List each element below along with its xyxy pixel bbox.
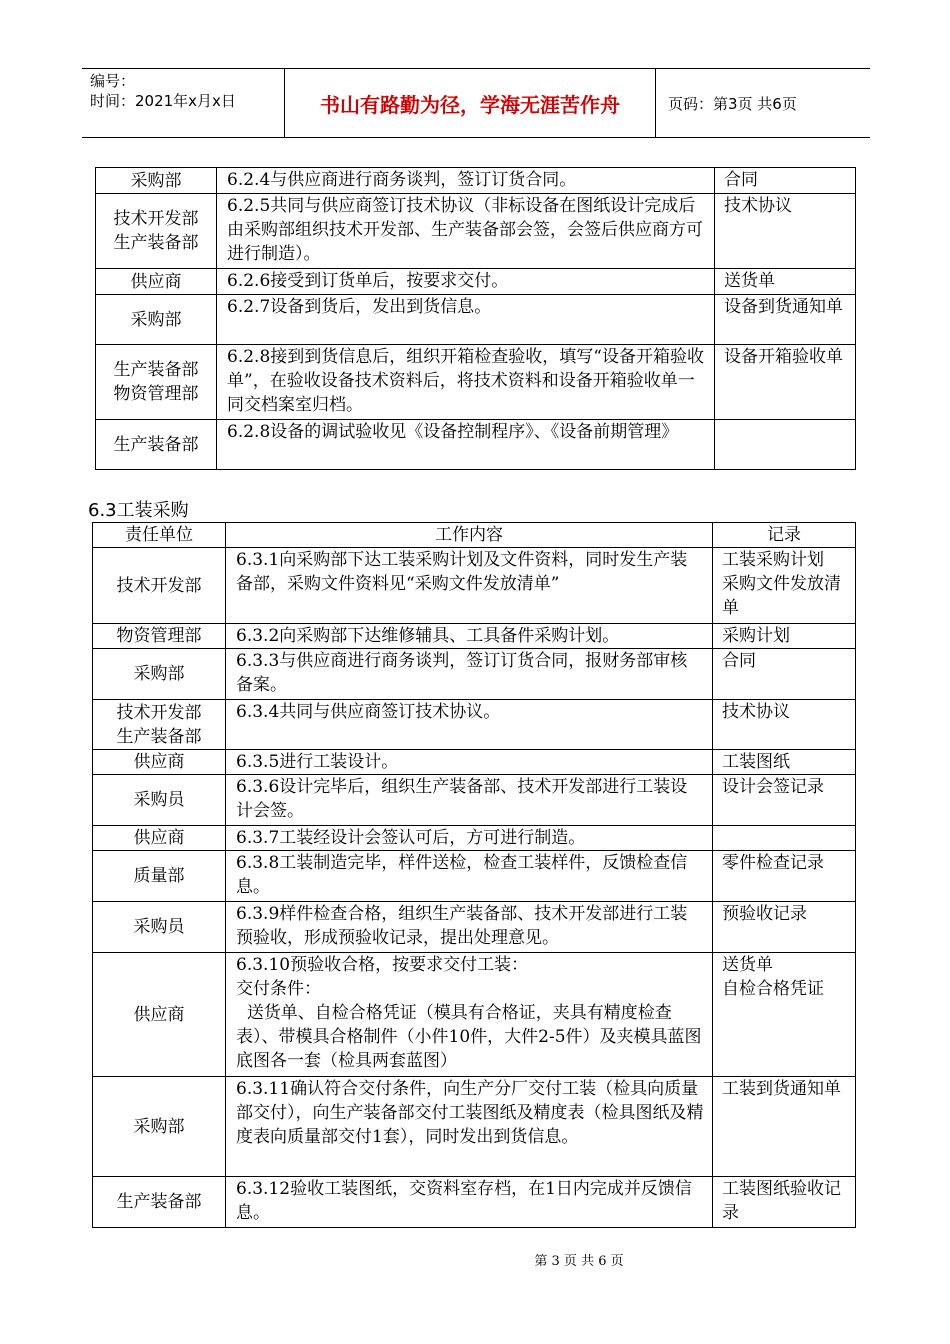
header-meta <box>82 69 282 137</box>
table-row <box>93 750 856 775</box>
content-cell: 6.3.12验收工装图纸，交资料室存档，在1日内完成并反馈信息。 <box>226 1177 713 1228</box>
record-cell: 工装到货通知单 <box>713 1077 856 1177</box>
content-cell: 6.3.9样件检查合格，组织生产装备部、技术开发部进行工装预验收，形成预验收记录，提出处理意见。 <box>226 902 713 953</box>
record-cell: 技术协议 <box>715 194 856 269</box>
record-cell <box>713 548 856 624</box>
record-cell: 预验收记录 <box>713 902 856 953</box>
section-title: 6.3工装采购 <box>88 500 189 521</box>
unit-cell <box>93 700 226 750</box>
record-cell: 工装图纸 <box>713 750 856 775</box>
table-row <box>93 700 856 750</box>
unit-cell: 采购部 <box>96 295 217 345</box>
table-row <box>93 953 856 1077</box>
unit-cell <box>96 345 217 420</box>
equipment-procurement-table <box>95 167 856 470</box>
record-cell <box>713 953 856 1077</box>
unit-cell: 采购部 <box>93 649 226 700</box>
table-row <box>96 420 856 470</box>
content-cell: 6.2.5共同与供应商签订技术协议（非标设备在图纸设计完成后由采购部组织技术开发部、生产装备部会签，会签后供应商方可进行制造）。 <box>217 194 715 269</box>
content-cell: 6.3.5进行工装设计。 <box>226 750 713 775</box>
header-motto: 书山有路勤为径，学海无涯苦作舟 <box>284 69 656 137</box>
column-header-record: 记录 <box>713 523 856 548</box>
record-cell: 合同 <box>715 168 856 194</box>
unit-cell: 技术开发部 <box>93 548 226 624</box>
table-row <box>93 624 856 649</box>
record-cell <box>715 420 856 470</box>
record-cell: 设备到货通知单 <box>715 295 856 345</box>
unit-text: 生产装备部 物资管理部 <box>113 360 199 404</box>
unit-cell: 生产装备部 <box>96 420 217 470</box>
unit-cell <box>96 194 217 269</box>
tooling-procurement-table <box>92 522 856 1228</box>
content-cell: 6.3.7工装经设计会签认可后，方可进行制造。 <box>226 826 713 851</box>
unit-cell: 采购员 <box>93 902 226 953</box>
record-cell <box>713 826 856 851</box>
table-row <box>96 269 856 295</box>
content-cell: 6.2.8接到到货信息后，组织开箱检查验收，填写“设备开箱验收单”，在验收设备技术资料后，将技术资料和设备开箱验收单一同交档案室归档。 <box>217 345 715 420</box>
content-cell <box>226 953 713 1077</box>
record-text: 送货单 自检合格凭证 <box>722 955 824 999</box>
content-cell: 6.2.7设备到货后，发出到货信息。 <box>217 295 715 345</box>
page-footer <box>0 1250 950 1269</box>
unit-cell: 质量部 <box>93 851 226 902</box>
document-time-label: 时间：2021年x月x日 <box>90 92 236 110</box>
content-cell: 6.3.4共同与供应商签订技术协议。 <box>226 700 713 750</box>
content-cell: 6.3.3与供应商进行商务谈判，签订订货合同，报财务部审核备案。 <box>226 649 713 700</box>
table-row <box>93 851 856 902</box>
content-cell: 6.3.11确认符合交付条件，向生产分厂交付工装（检具向质量部交付），向生产装备部交付工装图纸及精度表（检具图纸及精度表向质量部交付1套），同时发出到货信息。 <box>226 1077 713 1177</box>
table-row <box>96 295 856 345</box>
table-row <box>96 194 856 269</box>
record-cell: 工装图纸验收记录 <box>713 1177 856 1228</box>
record-text: 工装采购计划 采购文件发放清单 <box>722 550 841 618</box>
table-row <box>93 1177 856 1228</box>
document-number-label: 编号： <box>90 72 136 90</box>
table-header-row <box>93 523 856 548</box>
table-row <box>96 168 856 194</box>
content-cell: 6.2.6接受到订货单后，按要求交付。 <box>217 269 715 295</box>
record-cell: 零件检查记录 <box>713 851 856 902</box>
unit-cell: 采购部 <box>93 1077 226 1177</box>
content-cell: 6.3.6设计完毕后，组织生产装备部、技术开发部进行工装设计会签。 <box>226 775 713 826</box>
content-cell: 6.3.8工装制造完毕，样件送检，检查工装样件，反馈检查信息。 <box>226 851 713 902</box>
record-cell: 技术协议 <box>713 700 856 750</box>
record-cell: 设计会签记录 <box>713 775 856 826</box>
unit-cell: 生产装备部 <box>93 1177 226 1228</box>
column-header-content: 工作内容 <box>226 523 713 548</box>
unit-cell: 采购员 <box>93 775 226 826</box>
record-cell: 送货单 <box>715 269 856 295</box>
table-row <box>93 1077 856 1177</box>
unit-cell: 供应商 <box>93 953 226 1077</box>
footer-page-number: 第 3 页 共 6 页 <box>534 1254 624 1269</box>
table-row <box>93 902 856 953</box>
content-text: 6.3.10预验收合格，按要求交付工装： 交付条件： 送货单、自检合格凭证（模具有合格证，夹具有精度检查表）、带模具合格制件（小件10件，大件2-5件）及夹模具蓝图底图各一套（检具两套蓝图） <box>236 955 702 1071</box>
table-row <box>93 548 856 624</box>
unit-text: 技术开发部 生产装备部 <box>116 702 202 747</box>
unit-cell: 采购部 <box>96 168 217 194</box>
table-row <box>96 345 856 420</box>
record-cell: 合同 <box>713 649 856 700</box>
table-row <box>93 826 856 851</box>
page-header <box>82 68 870 138</box>
content-cell: 6.3.1向采购部下达工装采购计划及文件资料，同时发生产装备部，采购文件资料见“采购文件发放清单” <box>226 548 713 624</box>
table-row <box>93 775 856 826</box>
content-cell: 6.3.2向采购部下达维修辅具、工具备件采购计划。 <box>226 624 713 649</box>
record-cell: 设备开箱验收单 <box>715 345 856 420</box>
content-cell: 6.2.8设备的调试验收见《设备控制程序》、《设备前期管理》 <box>217 420 715 470</box>
content-cell: 6.2.4与供应商进行商务谈判，签订订货合同。 <box>217 168 715 194</box>
record-cell: 采购计划 <box>713 624 856 649</box>
column-header-unit: 责任单位 <box>93 523 226 548</box>
unit-text: 技术开发部 生产装备部 <box>113 209 199 253</box>
unit-cell: 供应商 <box>96 269 217 295</box>
table-row <box>93 649 856 700</box>
unit-cell: 物资管理部 <box>93 624 226 649</box>
unit-cell: 供应商 <box>93 826 226 851</box>
header-page-number: 页码：第3页 共6页 <box>668 94 797 113</box>
unit-cell: 供应商 <box>93 750 226 775</box>
